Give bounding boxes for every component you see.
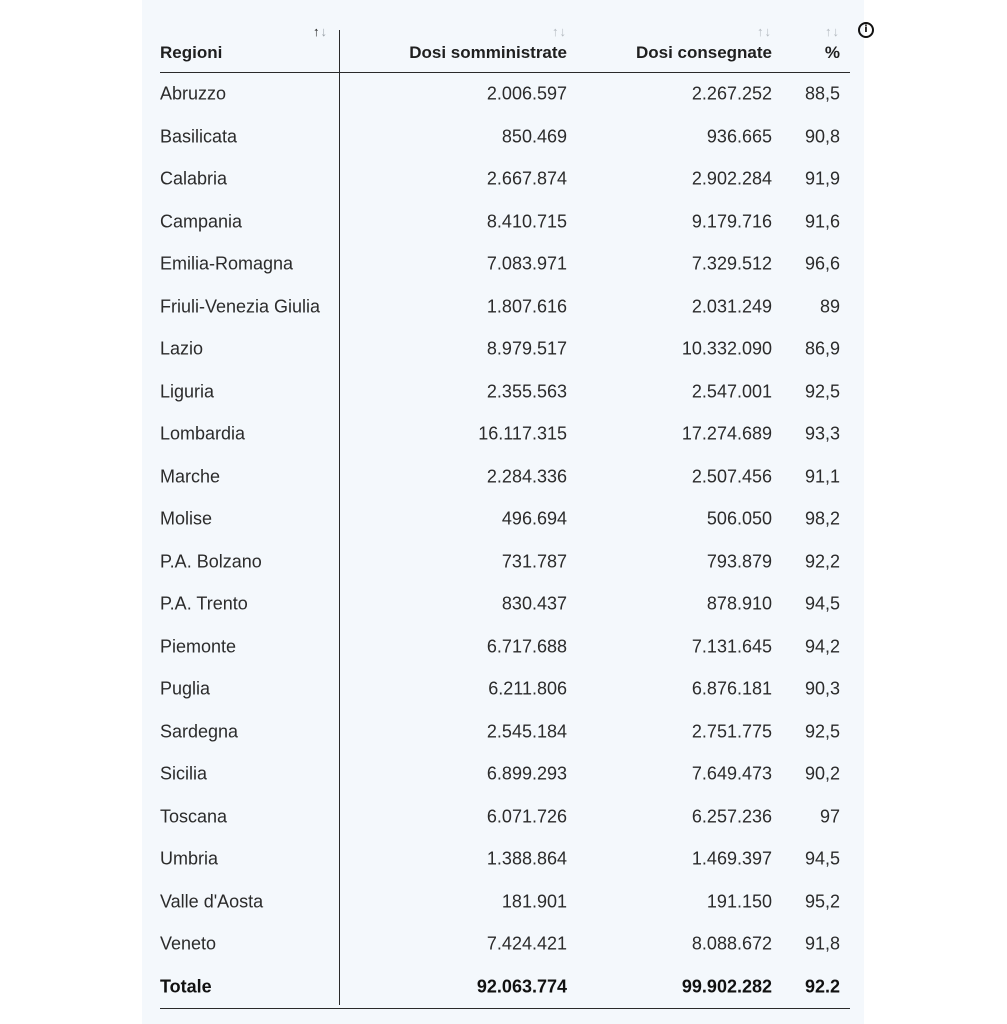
cell-dosi-somministrate: 181.901 [501,891,567,912]
cell-percent: 92,5 [804,381,840,402]
table-row [160,158,850,201]
table-row [160,753,850,796]
cell-dosi-somministrate: 7.083.971 [486,253,567,274]
sort-up-icon: ↑ [825,24,833,39]
cell-dosi-somministrate: 6.717.688 [486,636,567,657]
cell-dosi-somministrate: 6.211.806 [488,678,567,699]
cell-dosi-consegnate: 878.910 [706,593,772,614]
sort-down-icon: ↓ [320,24,328,39]
cell-dosi-consegnate: 793.879 [706,551,772,572]
cell-dosi-somministrate: 2.006.597 [486,83,567,104]
cell-percent: 98,2 [804,508,840,529]
header-label-consegnate: Dosi consegnate [635,43,772,62]
info-icon-glyph: i [864,24,868,35]
cell-region: Basilicata [160,126,238,147]
sort-up-icon: ↑ [313,24,321,39]
cell-dosi-consegnate: 2.507.456 [691,466,772,487]
table-header [160,22,850,73]
cell-dosi-somministrate: 16.117.315 [478,423,567,444]
sort-arrows-icon[interactable] [313,24,328,39]
header-dosi-consegnate[interactable] [567,22,772,72]
cell-dosi-somministrate: 8.979.517 [486,338,567,359]
table-row [160,668,850,711]
regions-table [160,22,850,1009]
cell-percent: 96,6 [804,253,840,274]
cell-region: Marche [160,466,221,487]
cell-dosi-consegnate: 17.274.689 [681,423,772,444]
cell-dosi-somministrate: 850.469 [501,126,567,147]
cell-dosi-somministrate: 7.424.421 [486,933,567,954]
table-row [160,328,850,371]
cell-region: Puglia [160,678,211,699]
cell-dosi-consegnate: 2.751.775 [691,721,772,742]
cell-percent: 91,6 [804,211,840,232]
cell-region: Umbria [160,848,219,869]
cell-region: Piemonte [160,636,237,657]
cell-region: Lazio [160,338,204,359]
table-row [160,371,850,414]
table-row [160,923,850,966]
cell-dosi-consegnate: 2.547.001 [691,381,772,402]
cell-percent: 95,2 [804,891,840,912]
cell-dosi-consegnate: 10.332.090 [681,338,772,359]
cell-region: P.A. Bolzano [160,551,262,572]
cell-region: Liguria [160,381,215,402]
cell-dosi-somministrate: 731.787 [501,551,567,572]
table-row [160,881,850,924]
cell-dosi-consegnate: 1.469.397 [691,848,772,869]
cell-percent: 86,9 [804,338,840,359]
sort-up-icon: ↑ [757,24,765,39]
cell-percent: 90,2 [804,763,840,784]
cell-dosi-consegnate: 191.150 [706,891,772,912]
table-row [160,456,850,499]
table-row [160,796,850,839]
sort-up-icon: ↑ [552,24,560,39]
cell-percent: 93,3 [804,423,840,444]
table-row [160,711,850,754]
cell-region: Campania [160,211,243,232]
cell-percent: 89 [819,296,840,317]
header-label-regioni: Regioni [160,43,223,62]
cell-region: Veneto [160,933,217,954]
cell-percent: 92,5 [804,721,840,742]
table-row [160,413,850,456]
cell-dosi-somministrate: 6.071.726 [486,806,567,827]
cell-dosi-consegnate: 2.902.284 [691,168,772,189]
table-row [160,201,850,244]
cell-region: Friuli-Venezia Giulia [160,296,321,317]
cell-region: Totale [160,976,212,997]
cell-region: Molise [160,508,213,529]
cell-region: Valle d'Aosta [160,891,264,912]
cell-region: Toscana [160,806,228,827]
header-regioni[interactable] [160,22,338,72]
cell-dosi-somministrate: 1.388.864 [486,848,567,869]
table-row [160,626,850,669]
cell-percent: 88,5 [804,83,840,104]
cell-dosi-somministrate: 92.063.774 [476,976,567,997]
cell-dosi-somministrate: 2.545.184 [486,721,567,742]
cell-percent: 91,9 [804,168,840,189]
cell-region: P.A. Trento [160,593,248,614]
cell-dosi-somministrate: 496.694 [501,508,567,529]
cell-percent: 94,5 [804,593,840,614]
table-row [160,243,850,286]
sort-arrows-icon[interactable] [757,24,772,39]
cell-region: Sardegna [160,721,239,742]
cell-dosi-consegnate: 2.267.252 [691,83,772,104]
cell-region: Calabria [160,168,228,189]
cell-percent: 91,1 [804,466,840,487]
table-row [160,838,850,881]
header-percent[interactable] [772,22,840,72]
sort-down-icon: ↓ [764,24,772,39]
cell-region: Sicilia [160,763,208,784]
cell-percent: 90,3 [804,678,840,699]
sort-arrows-icon[interactable] [552,24,567,39]
cell-dosi-consegnate: 6.257.236 [691,806,772,827]
cell-percent: 94,5 [804,848,840,869]
cell-percent: 90,8 [804,126,840,147]
header-dosi-somministrate[interactable] [340,22,567,72]
table-body [160,73,850,1009]
table-row [160,286,850,329]
cell-dosi-consegnate: 7.329.512 [691,253,772,274]
cell-percent: 92.2 [804,976,840,997]
cell-dosi-somministrate: 8.410.715 [486,211,567,232]
table-row [160,498,850,541]
cell-dosi-consegnate: 99.902.282 [681,976,772,997]
cell-dosi-consegnate: 2.031.249 [691,296,772,317]
cell-dosi-consegnate: 936.665 [706,126,772,147]
cell-dosi-somministrate: 2.284.336 [486,466,567,487]
cell-region: Lombardia [160,423,246,444]
sort-down-icon: ↓ [559,24,567,39]
cell-dosi-somministrate: 830.437 [501,593,567,614]
cell-dosi-consegnate: 6.876.181 [691,678,772,699]
cell-region: Abruzzo [160,83,227,104]
cell-dosi-consegnate: 8.088.672 [691,933,772,954]
cell-dosi-consegnate: 506.050 [706,508,772,529]
header-label-percent: % [824,43,840,62]
sort-arrows-icon[interactable] [825,24,840,39]
table-total-row [160,966,850,1010]
cell-dosi-somministrate: 1.807.616 [486,296,567,317]
cell-percent: 97 [819,806,840,827]
cell-percent: 94,2 [804,636,840,657]
info-icon[interactable] [858,22,874,38]
cell-dosi-somministrate: 2.667.874 [486,168,567,189]
cell-dosi-consegnate: 7.649.473 [691,763,772,784]
sort-down-icon: ↓ [832,24,840,39]
table-row [160,116,850,159]
cell-dosi-consegnate: 9.179.716 [691,211,772,232]
table-row [160,73,850,116]
cell-dosi-consegnate: 7.131.645 [691,636,772,657]
cell-dosi-somministrate: 6.899.293 [486,763,567,784]
cell-percent: 92,2 [804,551,840,572]
table-row [160,583,850,626]
cell-percent: 91,8 [804,933,840,954]
table-row [160,541,850,584]
cell-dosi-somministrate: 2.355.563 [486,381,567,402]
cell-region: Emilia-Romagna [160,253,294,274]
header-label-somministrate: Dosi somministrate [409,43,567,62]
